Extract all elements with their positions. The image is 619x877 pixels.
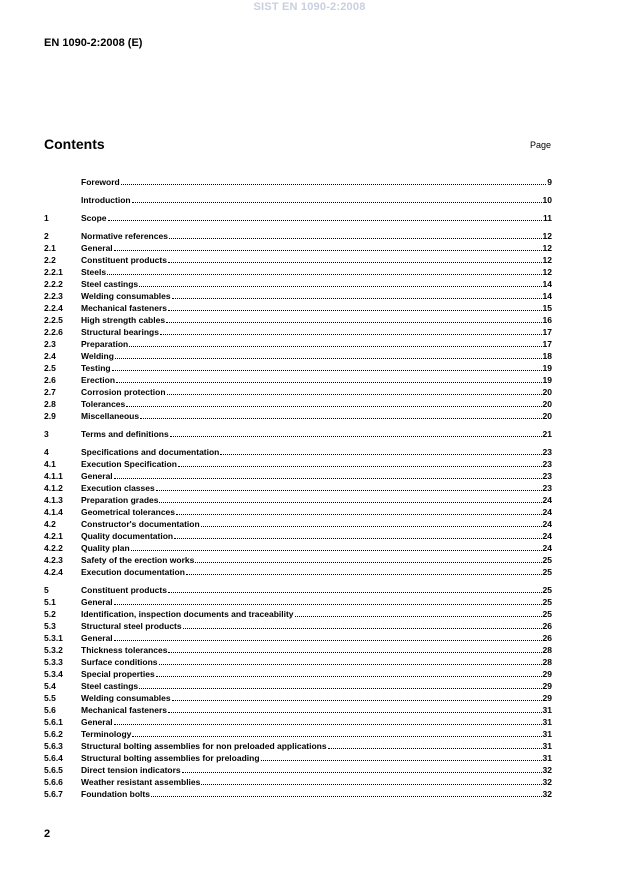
toc-dot-leader bbox=[195, 561, 541, 563]
toc-entry-page: 20 bbox=[542, 399, 552, 409]
toc-entry[interactable] bbox=[44, 518, 552, 530]
toc-entry-number: 1 bbox=[44, 213, 49, 223]
toc-entry-page: 32 bbox=[542, 789, 552, 799]
toc-entry-number: 5.2 bbox=[44, 609, 56, 619]
toc-entry-title: Thickness tolerances bbox=[81, 645, 168, 655]
toc-dot-leader bbox=[132, 201, 542, 203]
toc-dot-leader bbox=[166, 321, 541, 323]
toc-entry-number: 5.6.1 bbox=[44, 717, 63, 727]
toc-entry[interactable] bbox=[44, 554, 552, 566]
toc-entry-page: 25 bbox=[542, 585, 552, 595]
toc-dot-leader bbox=[172, 699, 542, 701]
toc-entry-number: 5.6.3 bbox=[44, 741, 63, 751]
toc-dot-leader bbox=[159, 501, 541, 503]
toc-entry-page: 19 bbox=[542, 375, 552, 385]
toc-dot-leader bbox=[261, 759, 542, 761]
toc-entry[interactable] bbox=[44, 740, 552, 752]
toc-entry-title: Mechanical fasteners bbox=[81, 705, 167, 715]
toc-entry-page: 31 bbox=[542, 729, 552, 739]
toc-entry-number: 5.6.2 bbox=[44, 729, 63, 739]
toc-dot-leader bbox=[176, 513, 542, 515]
toc-dot-leader bbox=[114, 639, 542, 641]
toc-entry-title: Preparation bbox=[81, 339, 129, 349]
toc-entry[interactable] bbox=[44, 680, 552, 692]
toc-entry-title: Mechanical fasteners bbox=[81, 303, 167, 313]
toc-entry-number: 2.2.1 bbox=[44, 267, 63, 277]
toc-entry-number: 5.3.4 bbox=[44, 669, 63, 679]
toc-entry[interactable] bbox=[44, 566, 552, 578]
toc-dot-leader bbox=[328, 747, 542, 749]
toc-entry[interactable] bbox=[44, 362, 552, 374]
toc-entry[interactable] bbox=[44, 692, 552, 704]
toc-entry[interactable] bbox=[44, 764, 552, 776]
toc-entry[interactable] bbox=[44, 290, 552, 302]
toc-entry-number: 4.1 bbox=[44, 459, 56, 469]
toc-entry-number: 5 bbox=[44, 585, 49, 595]
toc-dot-leader bbox=[186, 573, 542, 575]
toc-entry-title: Steels bbox=[81, 267, 107, 277]
toc-entry[interactable] bbox=[44, 656, 552, 668]
toc-entry-number: 5.3.3 bbox=[44, 657, 63, 667]
toc-entry-number: 5.6 bbox=[44, 705, 56, 715]
toc-dot-leader bbox=[174, 537, 541, 539]
toc-entry-page: 24 bbox=[542, 531, 552, 541]
toc-entry-page: 24 bbox=[542, 543, 552, 553]
toc-entry-page: 31 bbox=[542, 753, 552, 763]
toc-entry-title: General bbox=[81, 243, 113, 253]
toc-entry-title: Tolerances bbox=[81, 399, 126, 409]
toc-entry-title: Steel castings bbox=[81, 279, 139, 289]
toc-entry[interactable] bbox=[44, 788, 552, 800]
toc-entry[interactable] bbox=[44, 326, 552, 338]
toc-entry-number: 2.1 bbox=[44, 243, 56, 253]
toc-entry[interactable] bbox=[44, 278, 552, 290]
toc-entry-title: Direct tension indicators bbox=[81, 765, 181, 775]
toc-entry-number: 2.7 bbox=[44, 387, 56, 397]
toc-dot-leader bbox=[107, 273, 541, 275]
toc-entry[interactable] bbox=[44, 506, 552, 518]
toc-entry-page: 31 bbox=[542, 717, 552, 727]
toc-entry-title: Scope bbox=[81, 213, 107, 223]
toc-entry-number: 2 bbox=[44, 231, 49, 241]
toc-entry-page: 20 bbox=[542, 387, 552, 397]
toc-entry-page: 17 bbox=[542, 327, 552, 337]
toc-entry-number: 5.3 bbox=[44, 621, 56, 631]
toc-entry-number: 2.2 bbox=[44, 255, 56, 265]
toc-entry-title: Preparation grades bbox=[81, 495, 159, 505]
toc-dot-leader bbox=[139, 687, 541, 689]
toc-dot-leader bbox=[121, 183, 547, 185]
toc-entry-page: 24 bbox=[542, 507, 552, 517]
toc-entry-number: 5.6.6 bbox=[44, 777, 63, 787]
toc-entry-title: Normative references bbox=[81, 231, 168, 241]
toc-entry-title: Welding bbox=[81, 351, 114, 361]
toc-entry-number: 4.2.3 bbox=[44, 555, 63, 565]
toc-entry[interactable] bbox=[44, 212, 552, 224]
toc-entry-number: 5.6.5 bbox=[44, 765, 63, 775]
toc-entry-page: 17 bbox=[542, 339, 552, 349]
toc-entry-number: 5.6.4 bbox=[44, 753, 63, 763]
toc-entry-title: High strength cables bbox=[81, 315, 166, 325]
toc-entry[interactable] bbox=[44, 374, 552, 386]
toc-dot-leader bbox=[295, 615, 542, 617]
toc-entry-page: 23 bbox=[542, 459, 552, 469]
toc-entry-page: 28 bbox=[542, 657, 552, 667]
toc-dot-leader bbox=[172, 297, 542, 299]
toc-entry[interactable] bbox=[44, 530, 552, 542]
toc-dot-leader bbox=[114, 477, 542, 479]
toc-entry[interactable] bbox=[44, 338, 552, 350]
toc-dot-leader bbox=[170, 435, 542, 437]
toc-entry-title: General bbox=[81, 471, 113, 481]
toc-entry-title: Structural bolting assemblies for preloading bbox=[81, 753, 260, 763]
toc-entry-title: Weather resistant assemblies bbox=[81, 777, 201, 787]
toc-dot-leader bbox=[139, 285, 541, 287]
toc-dot-leader bbox=[182, 771, 542, 773]
toc-entry-page: 29 bbox=[542, 681, 552, 691]
toc-entry-number: 2.5 bbox=[44, 363, 56, 373]
toc-entry-title: Welding consumables bbox=[81, 291, 171, 301]
document-id: EN 1090-2:2008 (E) bbox=[44, 37, 143, 49]
toc-entry-title: Terminology bbox=[81, 729, 132, 739]
toc-entry-title: Quality plan bbox=[81, 543, 130, 553]
toc-entry[interactable] bbox=[44, 596, 552, 608]
toc-entry[interactable] bbox=[44, 350, 552, 362]
toc-dot-leader bbox=[168, 309, 542, 311]
toc-entry[interactable] bbox=[44, 254, 552, 266]
toc-entry-page: 10 bbox=[542, 195, 552, 205]
toc-entry-page: 25 bbox=[542, 567, 552, 577]
toc-entry[interactable] bbox=[44, 398, 552, 410]
toc-dot-leader bbox=[151, 795, 542, 797]
toc-entry-page: 23 bbox=[542, 447, 552, 457]
toc-entry[interactable] bbox=[44, 482, 552, 494]
toc-entry-title: Foundation bolts bbox=[81, 789, 150, 799]
toc-entry-number: 2.2.4 bbox=[44, 303, 63, 313]
watermark: SIST EN 1090-2:2008 bbox=[253, 1, 366, 13]
toc-entry-title: Execution Specification bbox=[81, 459, 177, 469]
toc-entry[interactable] bbox=[44, 608, 552, 620]
toc-entry-title: Structural bolting assemblies for non preloaded applications bbox=[81, 741, 327, 751]
toc-entry-page: 32 bbox=[542, 765, 552, 775]
toc-entry-title: Erection bbox=[81, 375, 116, 385]
toc-entry-title: Identification, inspection documents and traceability bbox=[81, 609, 294, 619]
toc-dot-leader bbox=[156, 675, 542, 677]
toc-entry-title: General bbox=[81, 597, 113, 607]
toc-entry[interactable] bbox=[44, 266, 552, 278]
toc-dot-leader bbox=[112, 369, 542, 371]
toc-entry[interactable] bbox=[44, 176, 552, 188]
toc-entry-page: 29 bbox=[542, 693, 552, 703]
toc-dot-leader bbox=[126, 405, 541, 407]
toc-dot-leader bbox=[178, 465, 542, 467]
toc-entry-number: 5.3.1 bbox=[44, 633, 63, 643]
toc-entry-page: 12 bbox=[542, 255, 552, 265]
toc-entry-number: 2.8 bbox=[44, 399, 56, 409]
toc-dot-leader bbox=[169, 237, 542, 239]
toc-dot-leader bbox=[183, 627, 542, 629]
toc-entry-page: 25 bbox=[542, 597, 552, 607]
toc-entry-page: 14 bbox=[542, 291, 552, 301]
toc-entry-title: Safety of the erection works bbox=[81, 555, 195, 565]
toc-entry-title: Constructor's documentation bbox=[81, 519, 200, 529]
toc-dot-leader bbox=[108, 219, 542, 221]
toc-dot-leader bbox=[115, 357, 542, 359]
toc-entry-page: 12 bbox=[542, 267, 552, 277]
toc-entry-page: 24 bbox=[542, 495, 552, 505]
toc-dot-leader bbox=[168, 591, 542, 593]
toc-dot-leader bbox=[159, 663, 542, 665]
toc-entry-title: Execution classes bbox=[81, 483, 155, 493]
toc-entry-page: 26 bbox=[542, 621, 552, 631]
toc-entry[interactable] bbox=[44, 776, 552, 788]
toc-entry-number: 2.2.3 bbox=[44, 291, 63, 301]
toc-entry[interactable] bbox=[44, 704, 552, 716]
toc-entry-number: 4.1.2 bbox=[44, 483, 63, 493]
toc-entry-page: 32 bbox=[542, 777, 552, 787]
toc-entry-page: 23 bbox=[542, 471, 552, 481]
toc-entry-title: Special properties bbox=[81, 669, 155, 679]
toc-entry[interactable] bbox=[44, 194, 552, 206]
toc-dot-leader bbox=[140, 417, 541, 419]
toc-dot-leader bbox=[201, 525, 542, 527]
toc-entry[interactable] bbox=[44, 386, 552, 398]
toc-entry-number: 2.4 bbox=[44, 351, 56, 361]
toc-entry-title: Specifications and documentation bbox=[81, 447, 220, 457]
toc-entry-number: 2.6 bbox=[44, 375, 56, 385]
toc-entry-title: Corrosion protection bbox=[81, 387, 166, 397]
toc-entry-number: 5.4 bbox=[44, 681, 56, 691]
toc-dot-leader bbox=[167, 393, 542, 395]
toc-entry-page: 25 bbox=[542, 555, 552, 565]
toc-dot-leader bbox=[168, 651, 541, 653]
toc-entry-page: 14 bbox=[542, 279, 552, 289]
toc-entry-title: Foreword bbox=[81, 177, 120, 187]
toc-entry-title: Constituent products bbox=[81, 255, 167, 265]
page-column-label: Page bbox=[529, 140, 551, 150]
toc-entry[interactable] bbox=[44, 446, 552, 458]
toc-entry-page: 19 bbox=[542, 363, 552, 373]
toc-entry-page: 25 bbox=[542, 609, 552, 619]
toc-entry-page: 9 bbox=[547, 177, 552, 187]
toc-entry-title: Miscellaneous bbox=[81, 411, 140, 421]
toc-entry-number: 2.9 bbox=[44, 411, 56, 421]
toc-entry-title: Testing bbox=[81, 363, 111, 373]
toc-entry-page: 16 bbox=[542, 315, 552, 325]
toc-entry-title: General bbox=[81, 717, 113, 727]
toc-entry[interactable] bbox=[44, 428, 552, 440]
toc-entry-page: 18 bbox=[542, 351, 552, 361]
toc-entry-page: 12 bbox=[542, 243, 552, 253]
toc-entry-page: 31 bbox=[542, 705, 552, 715]
toc-entry-title: General bbox=[81, 633, 113, 643]
toc-entry-title: Terms and definitions bbox=[81, 429, 169, 439]
toc-entry[interactable] bbox=[44, 410, 552, 422]
toc-entry-page: 15 bbox=[542, 303, 552, 313]
toc-entry-title: Constituent products bbox=[81, 585, 167, 595]
toc-entry[interactable] bbox=[44, 230, 552, 242]
toc-entry-number: 5.1 bbox=[44, 597, 56, 607]
toc-entry-title: Steel castings bbox=[81, 681, 139, 691]
toc-entry-page: 26 bbox=[542, 633, 552, 643]
toc-dot-leader bbox=[160, 333, 542, 335]
toc-entry[interactable] bbox=[44, 494, 552, 506]
toc-entry-title: Execution documentation bbox=[81, 567, 185, 577]
toc-dot-leader bbox=[132, 735, 541, 737]
toc-entry[interactable] bbox=[44, 620, 552, 632]
toc-entry-number: 2.2.2 bbox=[44, 279, 63, 289]
toc-entry-title: Structural bearings bbox=[81, 327, 159, 337]
toc-entry-page: 20 bbox=[542, 411, 552, 421]
toc-entry-title: Welding consumables bbox=[81, 693, 171, 703]
toc-dot-leader bbox=[168, 711, 542, 713]
toc-entry[interactable] bbox=[44, 728, 552, 740]
toc-entry-number: 5.5 bbox=[44, 693, 56, 703]
toc-entry-number: 3 bbox=[44, 429, 49, 439]
toc-entry-page: 29 bbox=[542, 669, 552, 679]
toc-entry-number: 2.2.5 bbox=[44, 315, 63, 325]
toc-entry-page: 31 bbox=[542, 741, 552, 751]
page-number: 2 bbox=[44, 828, 51, 840]
toc-entry-title: Surface conditions bbox=[81, 657, 158, 667]
toc-entry[interactable] bbox=[44, 716, 552, 728]
toc-entry-page: 28 bbox=[542, 645, 552, 655]
toc-entry[interactable] bbox=[44, 632, 552, 644]
toc-entry-number: 5.6.7 bbox=[44, 789, 63, 799]
toc-entry[interactable] bbox=[44, 314, 552, 326]
page-title: Contents bbox=[44, 136, 105, 152]
toc-entry-number: 4.1.1 bbox=[44, 471, 63, 481]
toc-dot-leader bbox=[131, 549, 542, 551]
toc-entry[interactable] bbox=[44, 242, 552, 254]
toc-entry-page: 24 bbox=[542, 519, 552, 529]
toc-entry[interactable] bbox=[44, 542, 552, 554]
toc-entry[interactable] bbox=[44, 302, 552, 314]
toc-entry-number: 4.1.4 bbox=[44, 507, 63, 517]
toc-entry-title: Quality documentation bbox=[81, 531, 174, 541]
toc-entry-number: 4.2.1 bbox=[44, 531, 63, 541]
toc-entry-number: 4.1.3 bbox=[44, 495, 63, 505]
toc-entry-number: 4.2.2 bbox=[44, 543, 63, 553]
toc-entry-page: 12 bbox=[542, 231, 552, 241]
toc-entry-number: 4.2 bbox=[44, 519, 56, 529]
toc-entry-number: 4.2.4 bbox=[44, 567, 63, 577]
toc-dot-leader bbox=[201, 783, 541, 785]
toc-dot-leader bbox=[116, 381, 542, 383]
toc-dot-leader bbox=[156, 489, 542, 491]
toc-entry-title: Introduction bbox=[81, 195, 131, 205]
toc-entry-title: Geometrical tolerances bbox=[81, 507, 176, 517]
toc-dot-leader bbox=[114, 723, 542, 725]
toc-dot-leader bbox=[114, 249, 542, 251]
toc-dot-leader bbox=[114, 603, 542, 605]
toc-dot-leader bbox=[220, 453, 541, 455]
toc-entry[interactable] bbox=[44, 668, 552, 680]
toc-entry[interactable] bbox=[44, 470, 552, 482]
toc-entry[interactable] bbox=[44, 752, 552, 764]
toc-entry-number: 2.3 bbox=[44, 339, 56, 349]
toc-entry-page: 11 bbox=[543, 213, 552, 223]
toc-dot-leader bbox=[168, 261, 542, 263]
toc-dot-leader bbox=[129, 345, 541, 347]
toc-entry[interactable] bbox=[44, 458, 552, 470]
toc-entry-number: 4 bbox=[44, 447, 49, 457]
table-of-contents bbox=[44, 176, 552, 800]
toc-entry-number: 2.2.6 bbox=[44, 327, 63, 337]
toc-entry[interactable] bbox=[44, 584, 552, 596]
toc-entry-title: Structural steel products bbox=[81, 621, 182, 631]
toc-entry[interactable] bbox=[44, 644, 552, 656]
toc-entry-page: 23 bbox=[542, 483, 552, 493]
toc-entry-number: 5.3.2 bbox=[44, 645, 63, 655]
toc-entry-page: 21 bbox=[542, 429, 552, 439]
